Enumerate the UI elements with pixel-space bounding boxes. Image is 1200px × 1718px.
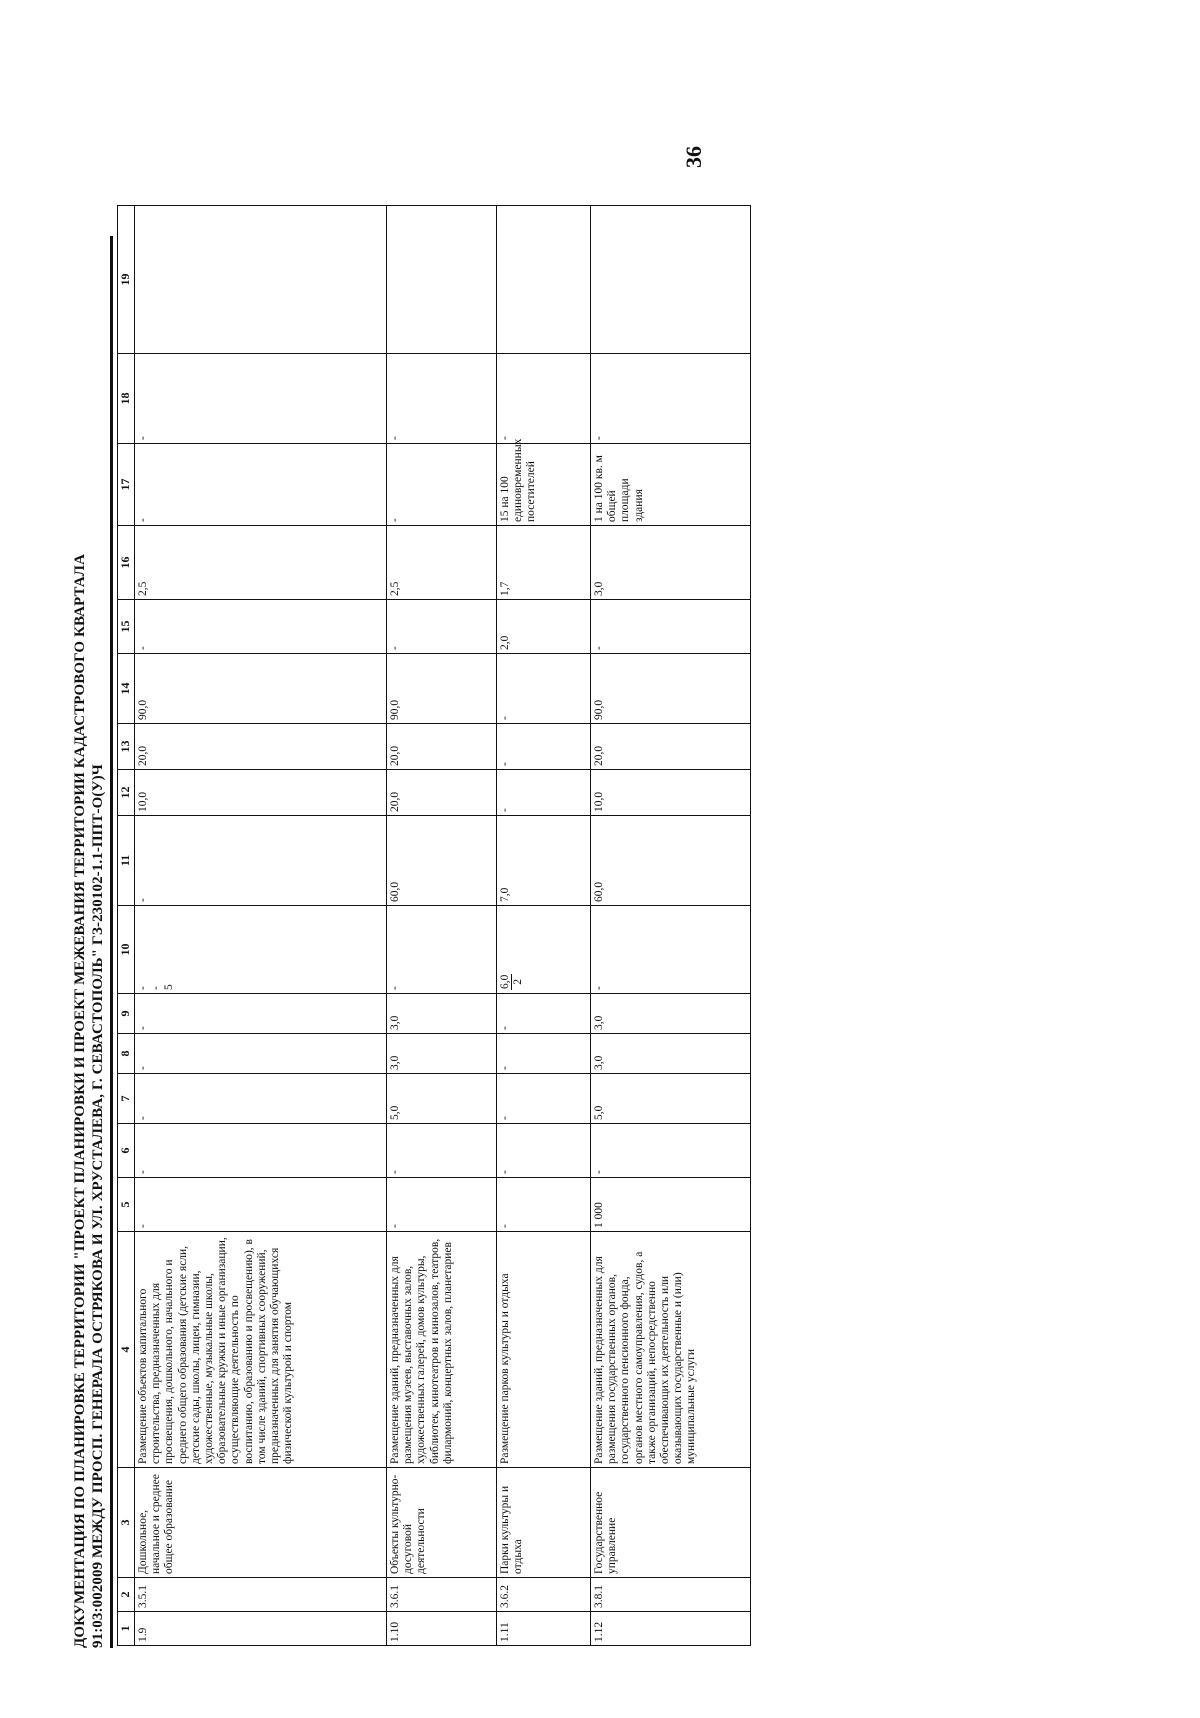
- cell-c6: -: [387, 1124, 497, 1178]
- cell-c6: -: [591, 1124, 751, 1178]
- cell-c10: [135, 906, 387, 994]
- cell-c5: 1 000: [591, 1178, 751, 1232]
- cell-c18: -: [135, 354, 387, 444]
- cell-c8: 3,0: [387, 1034, 497, 1074]
- cell-c5: -: [135, 1178, 387, 1232]
- table-row: [591, 206, 751, 1646]
- cell-c10: -: [387, 906, 497, 994]
- cell-c14: 90,0: [387, 654, 497, 724]
- cell-c8: -: [497, 1034, 591, 1074]
- use-name: Парки культуры и отдыха: [497, 1468, 591, 1578]
- cell-c12: 10,0: [591, 770, 751, 816]
- cell-c10-line: -: [137, 986, 149, 990]
- column-number: 14: [118, 654, 135, 724]
- cell-c8: 3,0: [591, 1034, 751, 1074]
- use-description: Размещение зданий, предназначенных для размещения государственных органов, государственного пенсионного фонда, органов местного самоуправления, судов, а также организаций, непосредственно обеспечивающих их деятельность или оказывающих государственные и (или) муниципальные услуги: [591, 1232, 751, 1468]
- column-number: 2: [118, 1578, 135, 1612]
- cell-c9: 3,0: [387, 994, 497, 1034]
- cell-c10: -: [591, 906, 751, 994]
- cell-c16: 1,7: [497, 526, 591, 600]
- cell-c7: -: [135, 1074, 387, 1124]
- cell-c12: 20,0: [387, 770, 497, 816]
- cell-c9: -: [135, 994, 387, 1034]
- header-line-1: ДОКУМЕНТАЦИЯ ПО ПЛАНИРОВКЕ ТЕРРИТОРИИ "ПРОЕКТ ПЛАНИРОВКИ И ПРОЕКТ МЕЖЕВАНИЯ ТЕРРИТОРИИ КАДАСТРОВОГО КВАРТАЛА: [72, 554, 88, 1648]
- cell-c16: 3,0: [591, 526, 751, 600]
- use-description: Размещение объектов капитального строительства, предназначенных для просвещения, дошкольного, начального и среднего общего образования (детские ясли, детские сады, школы, лицеи, гимназии, художественные, музыкальные школы, образовательные кружки и иные организации, осуществляющие деятельность по воспитанию, образованию и просвещению), в том числе зданий, спортивных сооружений, предназначенных для занятия обучающихся физической культурой и спортом: [135, 1232, 387, 1468]
- column-number: 10: [118, 906, 135, 994]
- cell-c15: -: [591, 600, 751, 654]
- cell-c7: 5,0: [591, 1074, 751, 1124]
- cell-c14: 90,0: [135, 654, 387, 724]
- row-number: 1.11: [497, 1612, 591, 1646]
- use-name: Дошкольное, начальное и среднее общее образование: [135, 1468, 387, 1578]
- use-name: Государственное управление: [591, 1468, 751, 1578]
- land-use-table: [117, 205, 751, 1646]
- cell-c19: [591, 206, 751, 354]
- cell-c13: 20,0: [135, 724, 387, 770]
- column-number: 16: [118, 526, 135, 600]
- header-rule: [110, 236, 113, 1648]
- use-code: 3.6.2: [497, 1578, 591, 1612]
- use-code: 3.8.1: [591, 1578, 751, 1612]
- row-number: 1.12: [591, 1612, 751, 1646]
- cell-c9: -: [497, 994, 591, 1034]
- column-number: 5: [118, 1178, 135, 1232]
- column-number: 13: [118, 724, 135, 770]
- cell-c11: 60,0: [591, 816, 751, 906]
- column-number: 4: [118, 1232, 135, 1468]
- cell-c11: -: [135, 816, 387, 906]
- use-code: 3.6.1: [387, 1578, 497, 1612]
- cell-c16: 2,5: [135, 526, 387, 600]
- cell-c17: 15 на 100 единовременных посетителей: [497, 444, 591, 526]
- cell-c18: -: [497, 354, 591, 444]
- cell-c16: 2,5: [387, 526, 497, 600]
- cell-c6: -: [135, 1124, 387, 1178]
- column-number: 19: [118, 206, 135, 354]
- cell-c5: -: [497, 1178, 591, 1232]
- column-number: 11: [118, 816, 135, 906]
- table-row: [497, 206, 591, 1646]
- use-code: 3.5.1: [135, 1578, 387, 1612]
- cell-c17: -: [387, 444, 497, 526]
- cell-c9: 3,0: [591, 994, 751, 1034]
- cell-c18: -: [591, 354, 751, 444]
- column-number-row: [118, 206, 135, 1646]
- page-number: 36: [681, 146, 706, 168]
- cell-c10: [497, 906, 591, 994]
- cell-c15: -: [387, 600, 497, 654]
- column-number: 9: [118, 994, 135, 1034]
- cell-c7: -: [497, 1074, 591, 1124]
- column-number: 7: [118, 1074, 135, 1124]
- column-number: 3: [118, 1468, 135, 1578]
- table-row: [387, 206, 497, 1646]
- cell-c17: -: [135, 444, 387, 526]
- cell-c7: 5,0: [387, 1074, 497, 1124]
- cell-c19: [135, 206, 387, 354]
- cell-c15: -: [135, 600, 387, 654]
- column-number: 1: [118, 1612, 135, 1646]
- rotated-page-content: [70, 148, 970, 1648]
- cell-c8: -: [135, 1034, 387, 1074]
- cell-c13: 20,0: [591, 724, 751, 770]
- cell-c15: 2,0: [497, 600, 591, 654]
- header-line-2: 91:03:002009 МЕЖДУ ПРОСП. ГЕНЕРАЛА ОСТРЯКОВА И УЛ. ХРУСТАЛЕВА, Г. СЕВАСТОПОЛЬ" ГЗ-230102-1.1-ППТ-О(У)Ч: [90, 764, 106, 1648]
- column-number: 12: [118, 770, 135, 816]
- fraction-numerator: 6,0: [499, 974, 511, 989]
- cell-c13: -: [497, 724, 591, 770]
- cell-c12: 10,0: [135, 770, 387, 816]
- cell-c6: -: [497, 1124, 591, 1178]
- cell-c10-line: 5: [163, 984, 176, 990]
- column-number: 6: [118, 1124, 135, 1178]
- column-number: 15: [118, 600, 135, 654]
- cell-c14: -: [497, 654, 591, 724]
- cell-c18: -: [387, 354, 497, 444]
- cell-c14: 90,0: [591, 654, 751, 724]
- fraction-denominator: 2: [512, 978, 524, 985]
- cell-c11: 60,0: [387, 816, 497, 906]
- cell-c13: 20,0: [387, 724, 497, 770]
- use-name: Объекты культурно-досуговой деятельности: [387, 1468, 497, 1578]
- fraction-value: [499, 974, 524, 990]
- column-number: 8: [118, 1034, 135, 1074]
- column-number: 17: [118, 444, 135, 526]
- cell-c11: 7,0: [497, 816, 591, 906]
- column-number: 18: [118, 354, 135, 444]
- table-row: [135, 206, 387, 1646]
- use-description: Размещение парков культуры и отдыха: [497, 1232, 591, 1468]
- cell-c17: 1 на 100 кв. м общей площади здания: [591, 444, 751, 526]
- cell-c10-line: -: [150, 986, 163, 990]
- cell-c19: [497, 206, 591, 354]
- row-number: 1.9: [135, 1612, 387, 1646]
- cell-c19: [387, 206, 497, 354]
- cell-c5: -: [387, 1178, 497, 1232]
- row-number: 1.10: [387, 1612, 497, 1646]
- cell-c12: -: [497, 770, 591, 816]
- use-description: Размещение зданий, предназначенных для размещения музеев, выставочных залов, художественных галерей, домов культуры, библиотек, кинотеатров и кинозалов, театров, филармоний, концертных залов, планетариев: [387, 1232, 497, 1468]
